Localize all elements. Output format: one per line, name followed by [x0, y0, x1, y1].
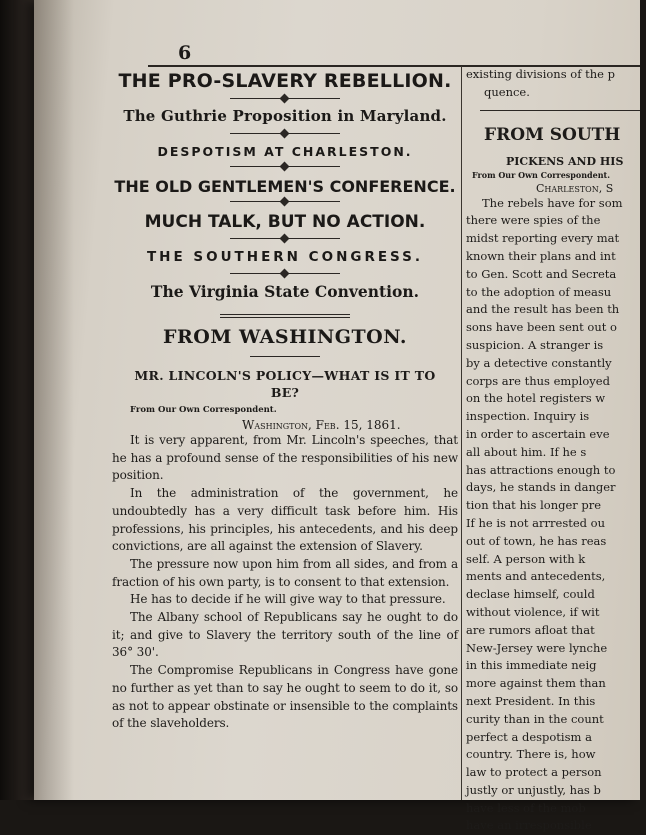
- paragraph: In the administration of the government, he undoubtedly has a very difficult task before him. His professions, his principles, his antecedents, and his deep convictions, are all against the extension of Slavery.: [112, 486, 458, 554]
- page-number: 6: [178, 42, 192, 64]
- right-text-line: in order to ascertain eve: [466, 426, 610, 441]
- right-text-line: in this immediate neig: [466, 658, 597, 673]
- headline-7: The Virginia State Convention.: [150, 282, 420, 301]
- right-text-line: declase himself, could: [466, 587, 595, 602]
- right-dateline: Charleston, S: [536, 181, 614, 195]
- right-text-line: all about him. If he s: [466, 444, 587, 459]
- column-rule: [461, 66, 462, 800]
- continued-line: existing divisions of the p: [466, 67, 615, 81]
- right-byline: From Our Own Correspondent.: [472, 169, 611, 180]
- right-text-line: are rumors afloat that: [466, 622, 595, 637]
- paragraph: It is very apparent, from Mr. Lincoln's speeches, that he has a profound sense of the responsibilities of his new position.: [112, 433, 458, 483]
- headline-2: The Guthrie Proposition in Maryland.: [123, 107, 447, 125]
- section-rule: [480, 110, 640, 111]
- paragraph: The Compromise Republicans in Congress have gone no further as yet than to say he ought to seem to do it, so as not to appear obstinate or insensible to the complaints of the slaveholders.: [112, 663, 458, 731]
- headline-separator: [230, 238, 340, 239]
- headline-separator: [230, 201, 340, 202]
- right-text-line: ments and antecedents,: [466, 569, 606, 584]
- right-text-line: without violence, if wit: [466, 604, 600, 619]
- right-column: [466, 66, 646, 833]
- right-text-line: sons have been sent out o: [466, 320, 617, 335]
- right-text-line: out of town, he has reas: [466, 533, 607, 548]
- right-subhead: PICKENS AND HIS: [506, 154, 624, 168]
- page-fold-shadow: [34, 0, 74, 800]
- short-rule: [250, 356, 320, 357]
- headline-6: THE SOUTHERN CONGRESS.: [146, 249, 424, 265]
- right-text-line: perfect a despotism a: [466, 729, 592, 744]
- right-text-line: New-Jersey were lynche: [466, 640, 608, 655]
- headline-separator: [230, 98, 340, 99]
- byline: From Our Own Correspondent.: [130, 405, 277, 415]
- right-text-line: suspicion. A stranger is: [466, 337, 604, 352]
- right-text-line: If he is not arrrested ou: [466, 515, 605, 530]
- continued-line: quence.: [484, 84, 530, 99]
- right-text-line: known their plans and int: [466, 248, 616, 263]
- right-article-body: [466, 195, 646, 835]
- right-text-line: curity than in the count: [466, 711, 604, 726]
- right-text-line: there were spies of the: [466, 213, 601, 228]
- right-text-line: tion that his longer pre: [466, 498, 602, 513]
- right-text-line: by a detective constantly: [466, 355, 612, 370]
- right-headline: FROM SOUTH: [484, 124, 621, 145]
- dateline: Washington, Feb. 15, 1861.: [242, 418, 401, 432]
- paragraph: He has to decide if he will give way to that pressure.: [130, 592, 446, 607]
- headline-separator: [230, 166, 340, 167]
- right-text-line: has attractions enough to: [466, 462, 616, 477]
- article-body: [112, 432, 458, 733]
- right-text-line: corps are thus employed: [466, 373, 610, 388]
- headline-separator: [230, 273, 340, 274]
- headline-4: THE OLD GENTLEMEN'S CONFERENCE.: [114, 177, 456, 196]
- right-text-line: midst reporting every mat: [466, 231, 620, 246]
- right-text-line: self. A person with k: [466, 551, 586, 566]
- right-text-line: inspection. Inquiry is: [466, 409, 590, 424]
- right-text-line: days, he stands in danger: [466, 480, 616, 495]
- right-text-line: more against them than: [466, 676, 606, 691]
- headline-1: THE PRO-SLAVERY REBELLION.: [118, 70, 452, 92]
- right-text-line: country. There is, how: [466, 747, 596, 762]
- right-text-line: have an irresponsible: [466, 818, 592, 833]
- paragraph: The Albany school of Republicans say he ought to do it; and give to Slavery the territory south of the line of 36° 30'.: [112, 610, 458, 660]
- article-subhead: MR. LINCOLN'S POLICY—WHAT IS IT TO BE?: [134, 368, 436, 400]
- right-text-line: next President. In this: [466, 693, 596, 708]
- right-text-line: law to protect a person: [466, 765, 602, 780]
- right-text-line: The rebels have for som: [482, 195, 623, 210]
- headline-separator: [230, 133, 340, 134]
- right-text-line: justly or unjustly, has b: [466, 782, 601, 797]
- left-column: [112, 66, 458, 733]
- right-text-line: to the adoption of measu: [466, 284, 612, 299]
- headline-5: MUCH TALK, BUT NO ACTION.: [144, 212, 426, 232]
- headline-3: DESPOTISM AT CHARLESTON.: [157, 144, 413, 159]
- right-text-line: on the hotel registers w: [466, 391, 606, 406]
- right-text-line: to Gen. Scott and Secreta: [466, 266, 617, 281]
- section-headline: FROM WASHINGTON.: [163, 326, 407, 348]
- right-text-line: have less of the mob: [466, 800, 586, 815]
- paragraph: The pressure now upon him from all sides, and from a fraction of his own party, is to consent to that extension.: [112, 556, 458, 589]
- right-text-line: and the result has been th: [466, 302, 620, 317]
